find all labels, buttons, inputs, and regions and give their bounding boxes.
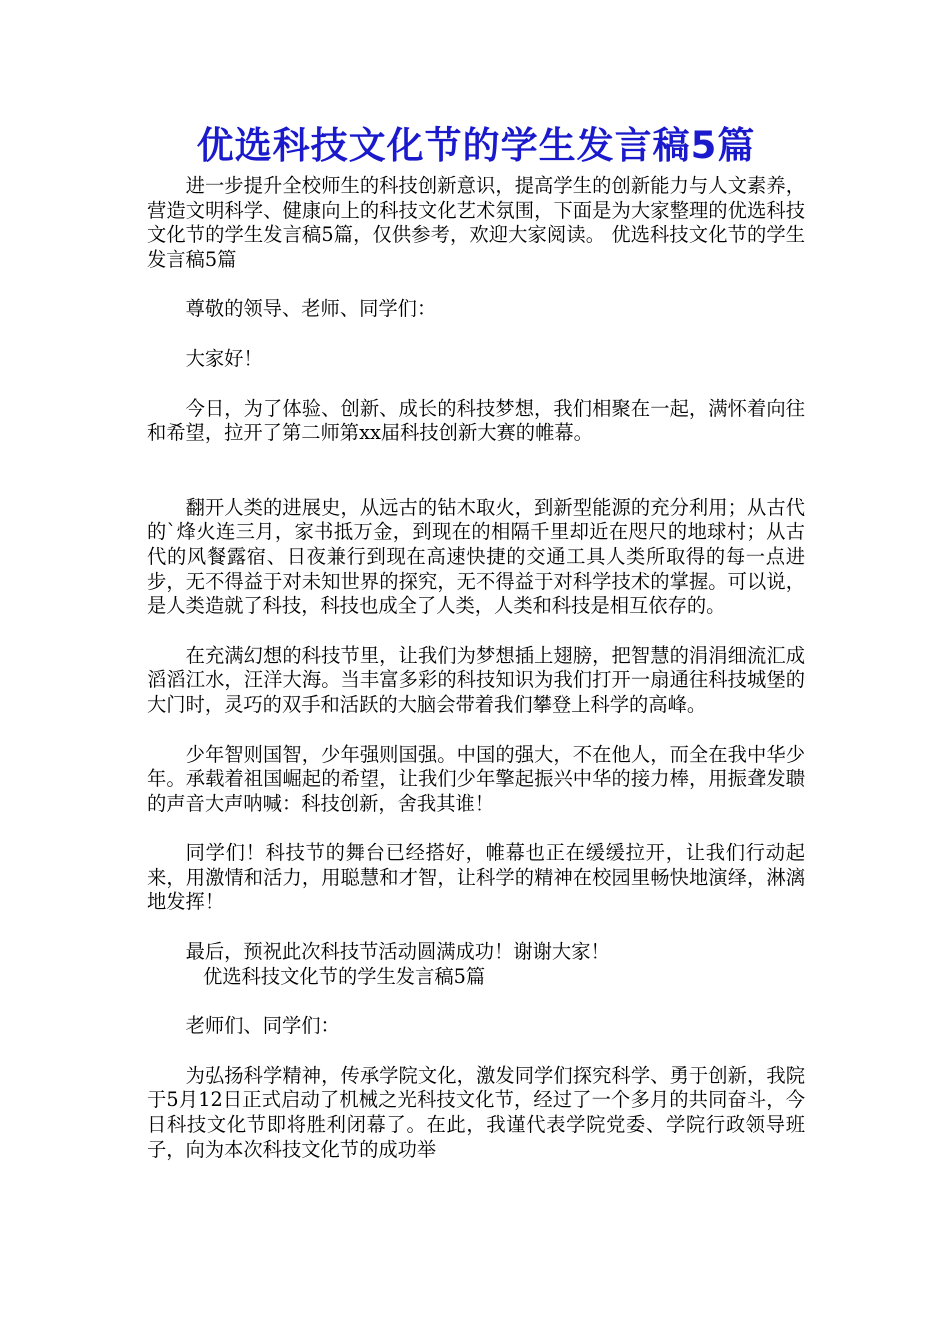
document-title: 优选科技文化节的学生发言稿5篇 bbox=[196, 124, 756, 167]
intro-paragraph: 进一步提升全校师生的科技创新意识，提高学生的创新能力与人文素养，营造文明科学、健康向上的科技文化艺术氛围，下面是为大家整理的优选科技文化节的学生发言稿5篇，仅供参考，欢迎大家阅读。 优选科技文化节的学生发言稿5篇 bbox=[147, 174, 805, 271]
body-paragraph: 翻开人类的进展史，从远古的钻木取火，到新型能源的充分利用；从古代的`烽火连三月，家书抵万金，到现在的相隔千里却近在咫尺的地球村；从古代的风餐露宿、日夜兼行到现在高速快捷的交通工具人类所取得的每一点进步，无不得益于对未知世界的探究，无不得益于对科学技术的掌握。可以说，是人类造就了科技，科技也成全了人类，人类和科技是相互依存的。 bbox=[147, 495, 805, 618]
body-paragraph: 同学们！科技节的舞台已经搭好，帷幕也正在缓缓拉开，让我们行动起来，用激情和活力，用聪慧和才智，让科学的精神在校园里畅快地演绎，淋漓地发挥！ bbox=[147, 841, 805, 914]
hello-paragraph: 大家好！ bbox=[185, 346, 263, 370]
greeting-paragraph: 尊敬的领导、老师、同学们： bbox=[185, 297, 437, 321]
section-title: 优选科技文化节的学生发言稿5篇 bbox=[203, 964, 486, 988]
body-paragraph: 少年智则国智，少年强则国强。中国的强大，不在他人，而全在我中华少年。承载着祖国崛起的希望，让我们少年擎起振兴中华的接力棒，用振聋发聩的声音大声呐喊：科技创新，舍我其谁！ bbox=[147, 742, 805, 815]
body-paragraph: 今日，为了体验、创新、成长的科技梦想，我们相聚在一起，满怀着向往和希望，拉开了第二师第xx届科技创新大赛的帷幕。 bbox=[147, 396, 805, 445]
document-page bbox=[147, 118, 805, 1162]
closing-paragraph: 最后，预祝此次科技节活动圆满成功！谢谢大家！ bbox=[185, 940, 610, 964]
body-paragraph: 为弘扬科学精神，传承学院文化，激发同学们探究科学、勇于创新，我院于5月12日正式启动了机械之光科技文化节，经过了一个多月的共同奋斗，今日科技文化节即将胜利闭幕了。在此，我谨代表学院党委、学院行政领导班子，向为本次科技文化节的成功举 bbox=[147, 1063, 805, 1161]
greeting-paragraph: 老师们、同学们： bbox=[185, 1014, 340, 1038]
body-paragraph: 在充满幻想的科技节里，让我们为梦想插上翅膀，把智慧的涓涓细流汇成滔滔江水，汪洋大海。当丰富多彩的科技知识为我们打开一扇通往科技城堡的大门时，灵巧的双手和活跃的大脑会带着我们攀登上科学的高峰。 bbox=[147, 643, 805, 716]
